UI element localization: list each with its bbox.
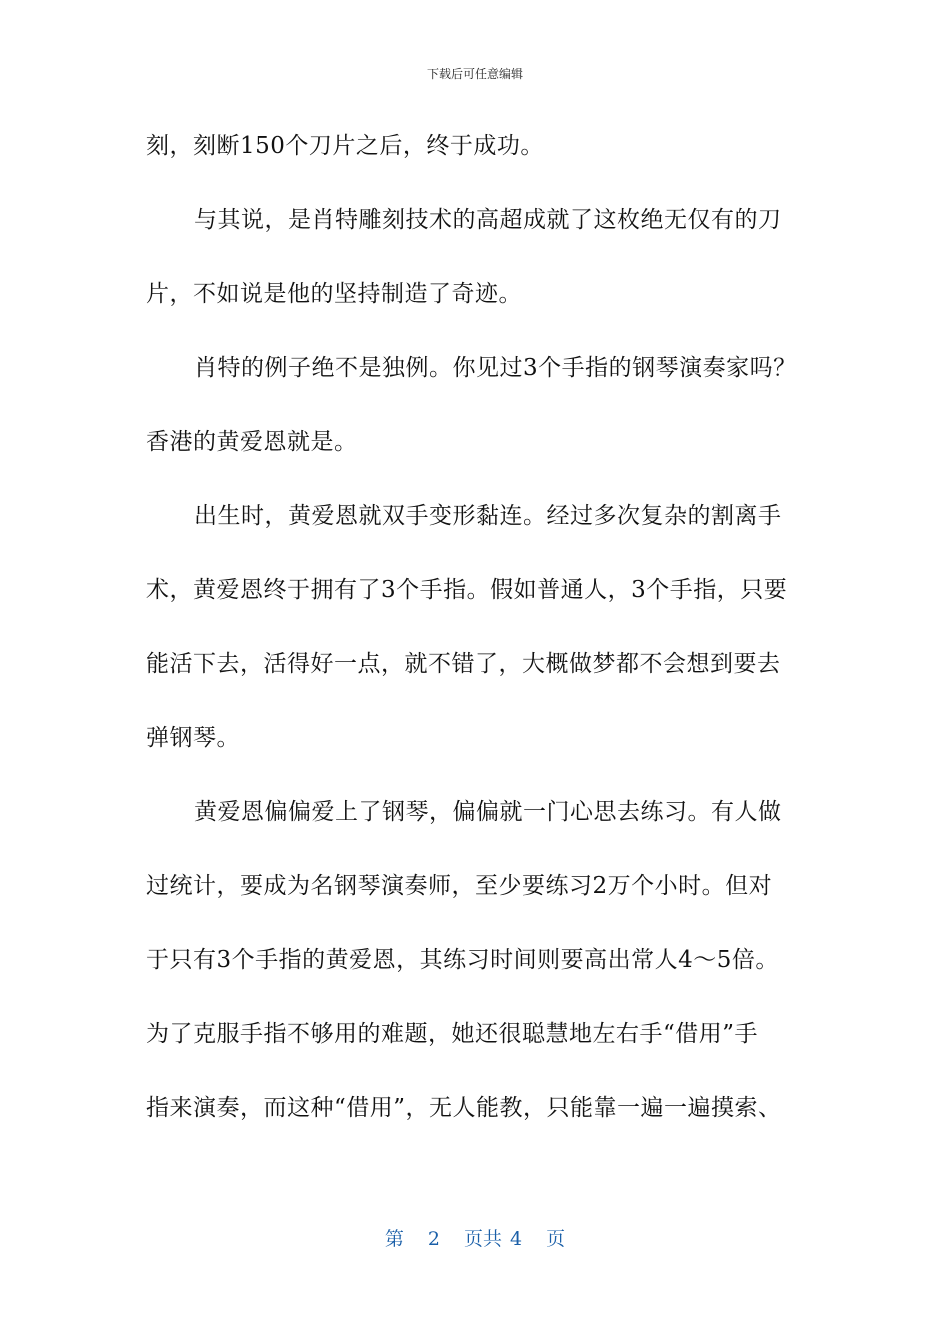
paragraph-first-line: 肖特的例子绝不是独例。你见过3个手指的钢琴演奏家吗？ (194, 355, 797, 381)
current-page-number: 2 (427, 1228, 440, 1250)
paragraph-first-line: 出生时，黄爱恩就双手变形黏连。经过多次复杂的割离手 (194, 503, 782, 529)
page-number-footer (0, 1226, 950, 1252)
page-header-note: 下载后可任意编辑 (426, 67, 523, 81)
footer-suffix: 页 (546, 1228, 566, 1250)
text-line: 为了克服手指不够用的难题，她还很聪慧地左右手“借用”手 (146, 1021, 759, 1047)
text-line: 术，黄爱恩终于拥有了3个手指。假如普通人，3个手指，只要 (146, 577, 788, 603)
text-line: 香港的黄爱恩就是。 (146, 429, 358, 455)
text-line: 刻，刻断150个刀片之后，终于成功。 (146, 133, 544, 159)
total-page-number: 4 (510, 1228, 523, 1250)
text-line: 过统计，要成为名钢琴演奏师，至少要练习2万个小时。但对 (146, 873, 773, 899)
paragraph-first-line: 与其说，是肖特雕刻技术的高超成就了这枚绝无仅有的刀 (194, 207, 782, 233)
text-line: 指来演奏，而这种“借用”，无人能教，只能靠一遍一遍摸索、 (146, 1095, 782, 1121)
paragraph-first-line: 黄爱恩偏偏爱上了钢琴，偏偏就一门心思去练习。有人做 (194, 799, 782, 825)
document-body (146, 128, 818, 1164)
footer-middle: 页共 (463, 1228, 502, 1250)
footer-prefix: 第 (384, 1228, 404, 1250)
text-line: 片，不如说是他的坚持制造了奇迹。 (146, 281, 522, 307)
text-line: 弹钢琴。 (146, 725, 240, 751)
text-line: 于只有3个手指的黄爱恩，其练习时间则要高出常人4～5倍。 (146, 947, 779, 973)
text-line: 能活下去，活得好一点，就不错了，大概做梦都不会想到要去 (146, 651, 781, 677)
